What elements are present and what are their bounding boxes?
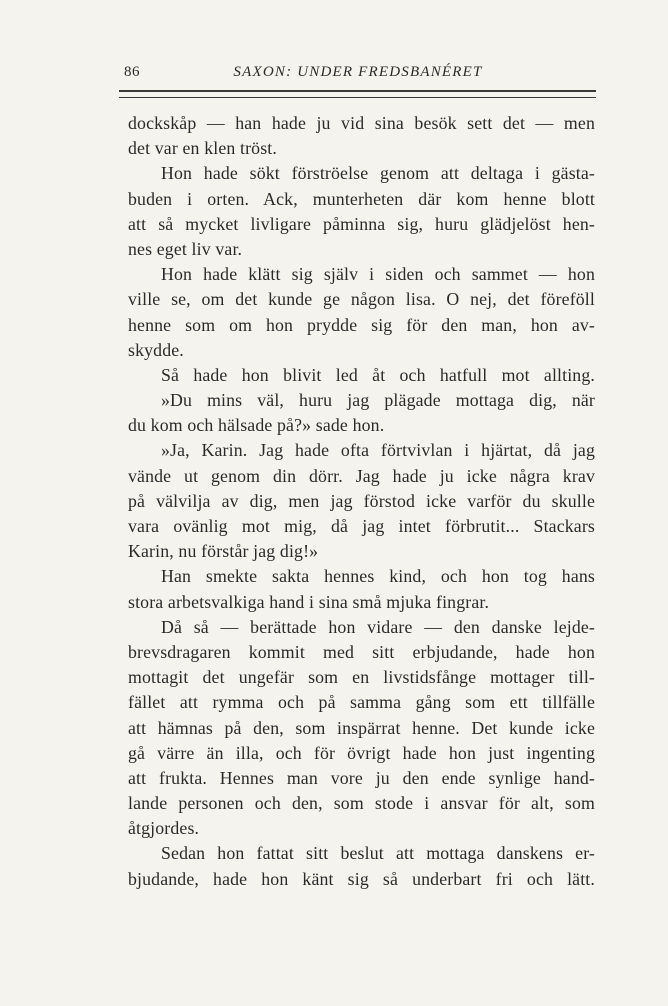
text-line: Sedan hon fattat sitt beslut att mottaga danskens er- [161,843,595,864]
text-line: Han smekte sakta hennes kind, och hon tog hans [161,566,595,587]
text-line: lande personen och den, som stode i ansvar för alt, som [128,793,595,814]
text-line: stora arbetsvalkiga hand i sina små mjuka fingrar. [128,591,490,612]
text-line: Karin, nu förstår jag dig!» [128,541,319,562]
text-line: buden i orten. Ack, munterheten där kom henne blott [128,188,595,209]
text-line: mottagit det ungefär som en livstidsfånge mottager till- [128,667,595,688]
text-line: dockskåp — han hade ju vid sina besök sett det — men [128,113,595,133]
text-line: Hon hade klätt sig själv i siden och sammet — hon [161,264,595,285]
text-line: vände ut genom din dörr. Jag hade ju icke några krav [128,465,595,486]
text-line: skydde. [128,339,184,360]
text-line: Hon hade sökt förströelse genom att deltaga i gästa- [161,163,595,184]
running-head: SAXON: UNDER FREDSBANÉRET [233,64,483,80]
text-line: Så hade hon blivit led åt och hatfull mot allting. [161,364,595,385]
text-line: du kom och hälsade på?» sade hon. [128,415,385,436]
text-line: att så mycket livligare påminna sig, huru glädjelöst hen- [128,213,595,234]
text-line: vara ovänlig mot mig, då jag intet förbrutit... Stackars [128,516,595,536]
text-line: på välvilja av dig, men jag förstod icke varför du skulle [128,490,595,511]
text-line: att hämnas på den, som inspärrat henne. Det kunde icke [128,717,595,738]
text-line: ville se, om det kunde ge någon lisa. O nej, det föreföll [128,289,595,310]
text-line: brevsdragaren kommit med sitt erbjudande, hade hon [128,641,595,662]
text-line: åtgjordes. [128,818,200,839]
text-line: »Du mins väl, huru jag plägade mottaga dig, när [161,390,595,411]
body-text [128,111,595,892]
text-line: Då så — berättade hon vidare — den danske lejde- [161,616,595,637]
text-line: henne som om hon prydde sig för den man, hon av- [128,314,595,335]
header-rule [119,90,596,98]
text-line: fället att rymma och på samma gång som ett tillfälle [128,692,595,713]
text-line: nes eget liv var. [128,238,243,259]
page-number: 86 [124,64,140,80]
text-line: bjudande, hade hon känt sig så underbart fri och lätt. [128,868,595,889]
page-header [118,64,598,86]
text-line: gå värre än illa, och för övrigt hade hon just ingenting [128,742,595,763]
text-line: det var en klen tröst. [128,138,277,159]
text-line: »Ja, Karin. Jag hade ofta förtvivlan i hjärtat, då jag [161,440,595,461]
text-line: att frukta. Hennes man vore ju den ende synlige hand- [128,767,595,788]
